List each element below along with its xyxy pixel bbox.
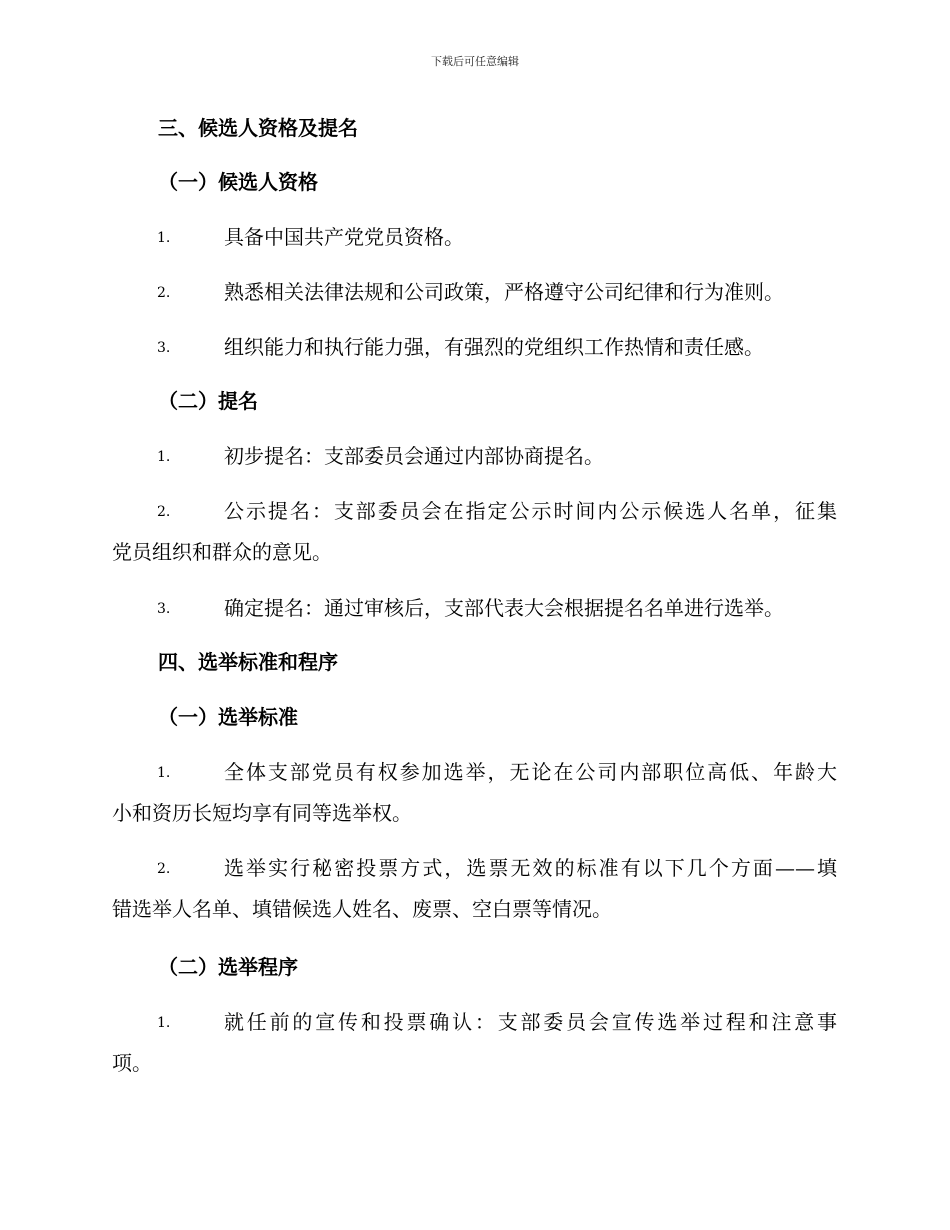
item-text-continuation: 党员组织和群众的意见。 xyxy=(112,540,332,564)
item-text-continuation: 错选举人名单、填错候选人姓名、废票、空白票等情况。 xyxy=(112,897,612,921)
list-item xyxy=(112,1008,837,1075)
list-item xyxy=(112,594,837,622)
subsection-heading: （一）选举标准 xyxy=(158,705,298,729)
section-heading: 四、选举标准和程序 xyxy=(158,650,338,674)
item-number: 2. xyxy=(157,504,171,520)
list-item xyxy=(112,442,837,470)
item-text: 具备中国共产党党员资格。 xyxy=(224,225,464,249)
item-number: 3. xyxy=(157,601,171,617)
item-number: 1. xyxy=(157,1015,171,1031)
item-number: 1. xyxy=(157,449,171,465)
item-text: 全体支部党员有权参加选举，无论在公司内部职位高低、年龄大 xyxy=(224,760,837,784)
subsection-heading: （二）提名 xyxy=(158,389,258,413)
list-item xyxy=(112,497,837,564)
item-text: 公示提名：支部委员会在指定公示时间内公示候选人名单，征集 xyxy=(224,499,837,523)
item-text-continuation: 项。 xyxy=(112,1051,152,1075)
item-number: 3. xyxy=(157,340,171,356)
item-text-continuation: 小和资历长短均享有同等选举权。 xyxy=(112,801,412,825)
list-item xyxy=(112,333,837,361)
item-number: 1. xyxy=(157,230,171,246)
subsection-heading: （二）选举程序 xyxy=(158,955,298,979)
subsection-heading: （一）候选人资格 xyxy=(158,170,318,194)
item-number: 2. xyxy=(157,285,171,301)
header-note: 下载后可任意编辑 xyxy=(431,55,519,68)
item-text: 组织能力和执行能力强，有强烈的党组织工作热情和责任感。 xyxy=(224,335,764,359)
section-heading: 三、候选人资格及提名 xyxy=(158,116,358,140)
item-text: 熟悉相关法律法规和公司政策，严格遵守公司纪律和行为准则。 xyxy=(224,280,784,304)
item-number: 1. xyxy=(157,765,171,781)
list-item xyxy=(112,223,837,251)
list-item xyxy=(112,758,837,825)
list-item xyxy=(112,278,837,306)
item-text: 就任前的宣传和投票确认：支部委员会宣传选举过程和注意事 xyxy=(224,1010,837,1034)
item-text: 初步提名：支部委员会通过内部协商提名。 xyxy=(224,444,604,468)
list-item xyxy=(112,854,837,921)
item-text: 确定提名：通过审核后，支部代表大会根据提名名单进行选举。 xyxy=(224,596,784,620)
item-number: 2. xyxy=(157,861,171,877)
item-text: 选举实行秘密投票方式，选票无效的标准有以下几个方面——填 xyxy=(224,856,837,880)
